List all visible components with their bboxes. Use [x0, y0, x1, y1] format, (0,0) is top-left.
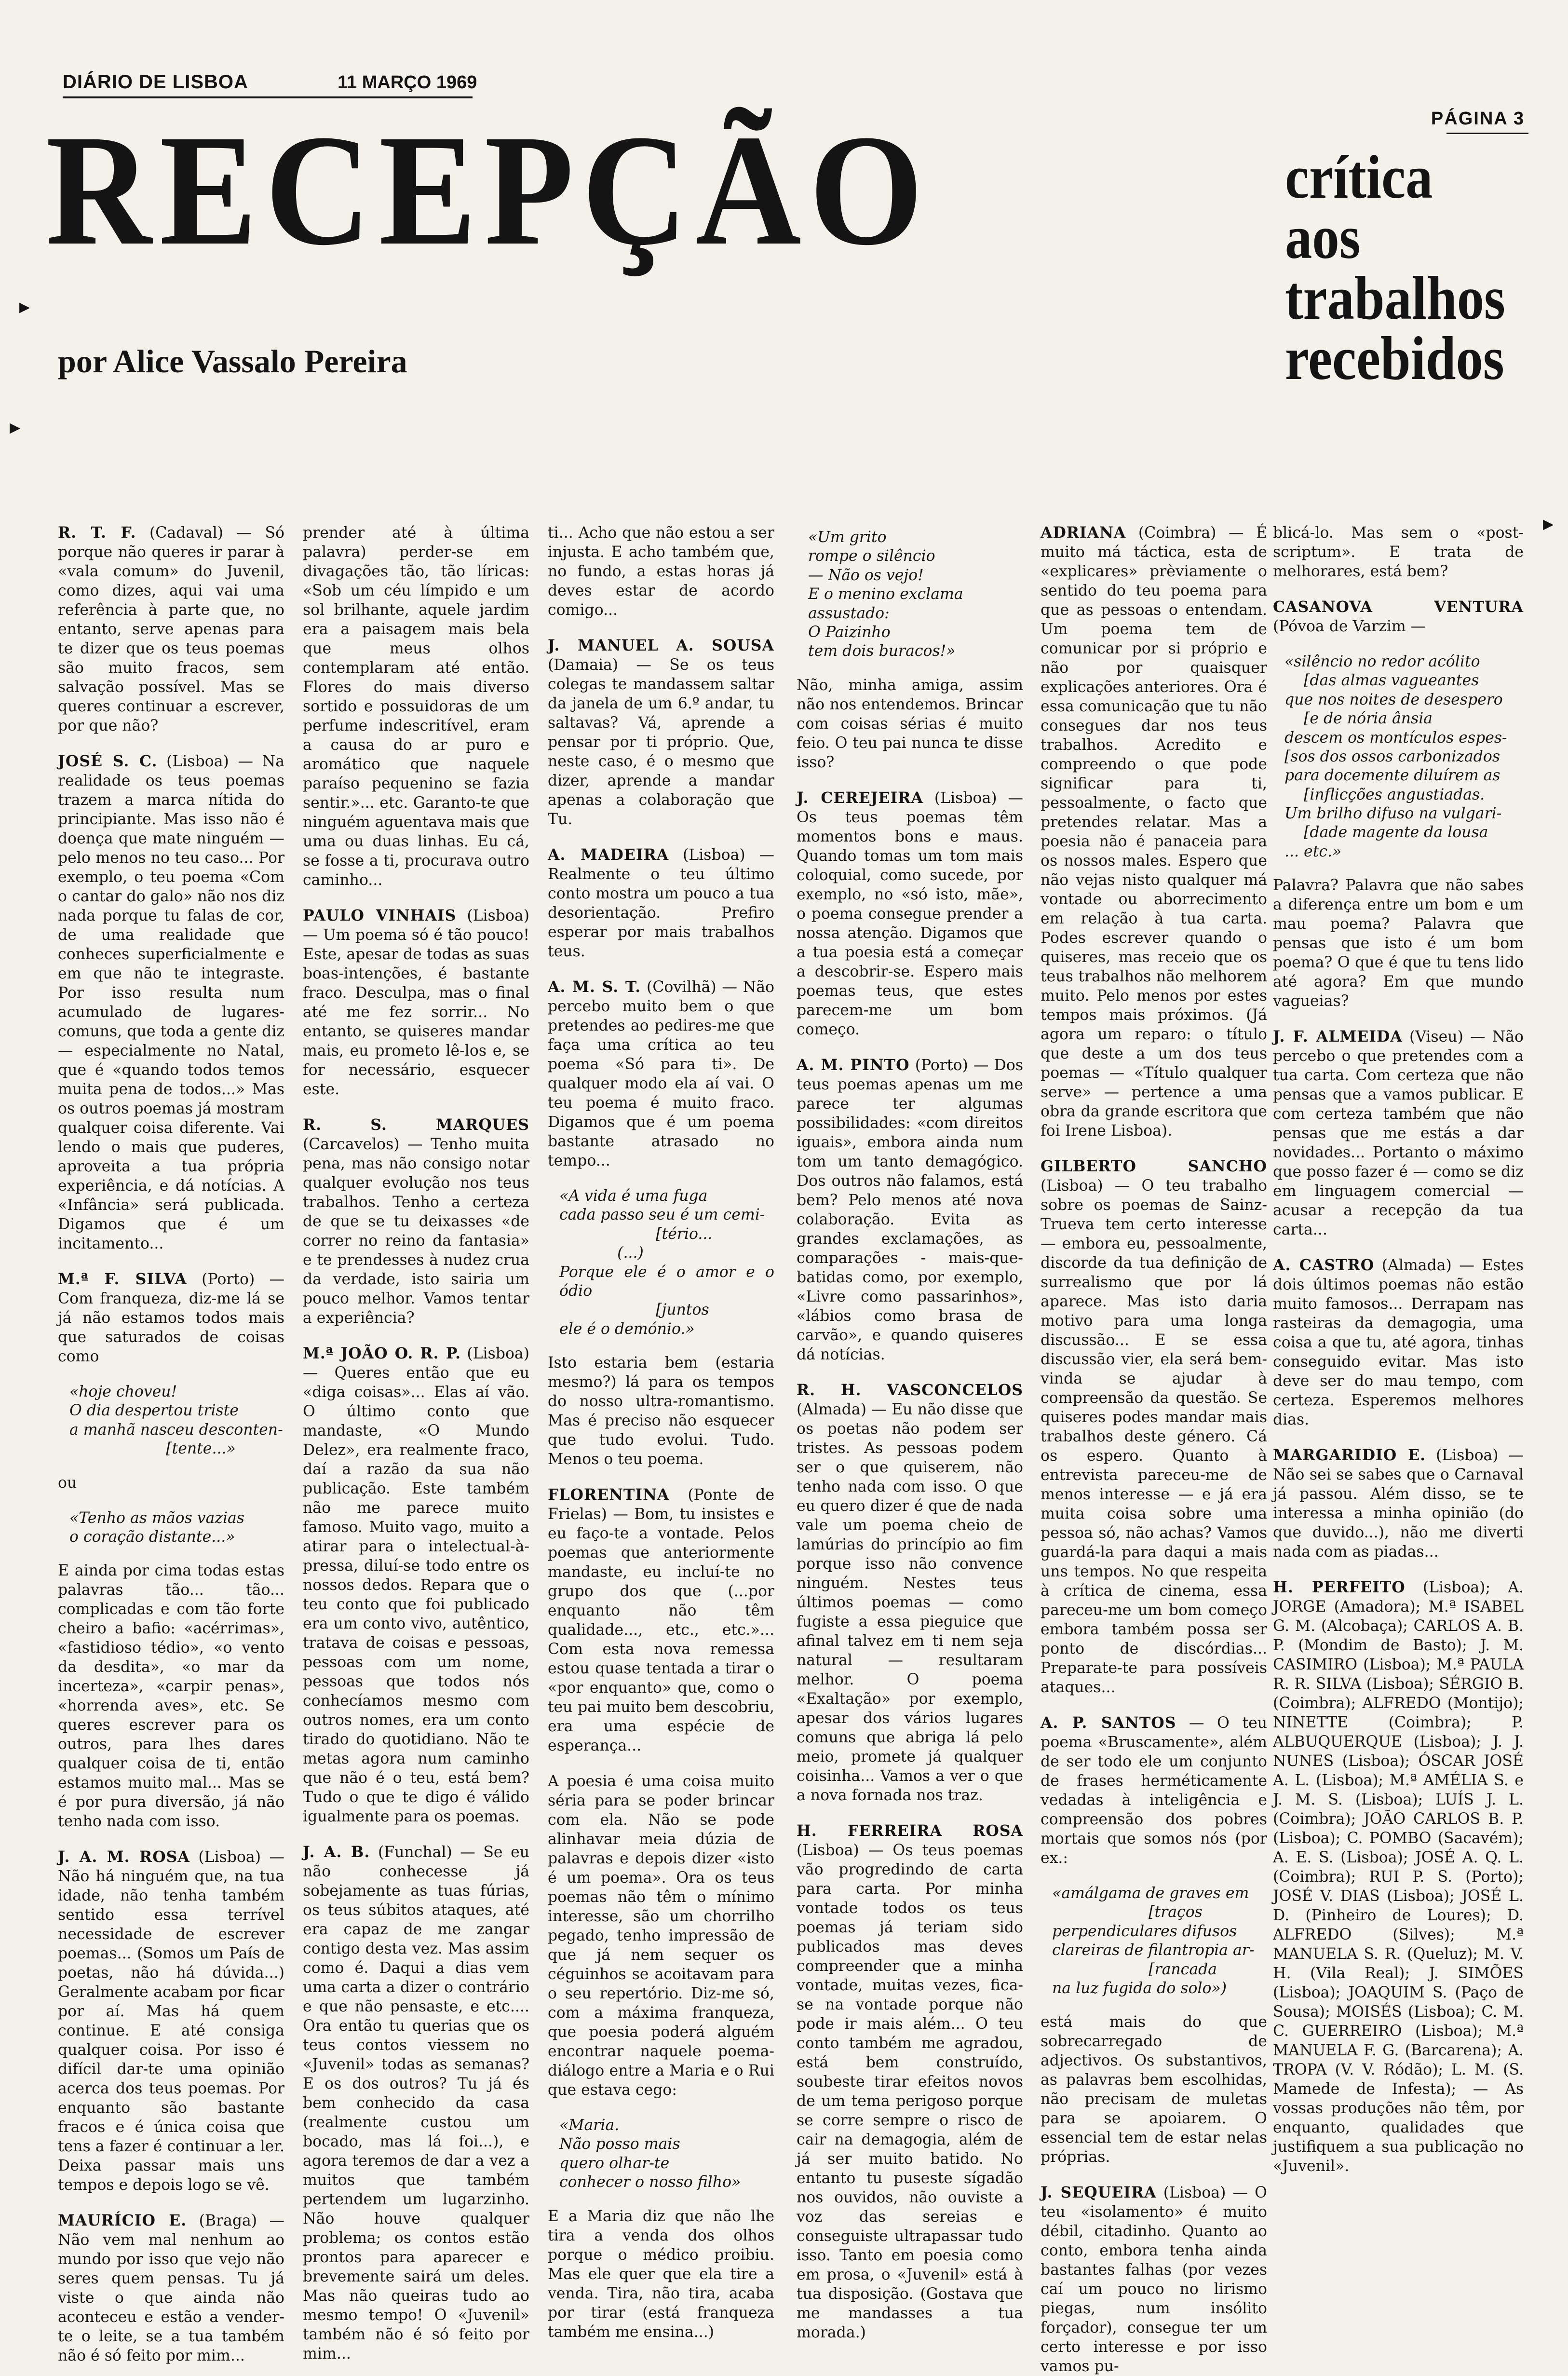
poem-line: quero olhar-te — [559, 2154, 670, 2172]
reply-text: (Lisboa) — O teu trabalho sobre os poemas de Sainz-Trueva tem certo interesse — embora eu, pessoalmente, discorde da tua definição de surrealismo que por lá aparece. Mas isto daria motivo para uma longa discussão... E se essa discussão vier, ela será bem-vinda se ajudar à compreensão da questão. Se quiseres podes mandar mais trabalhos deste género. Cá os espero. Quanto à entrevista pareceu-me de menos interesse — e já era muita coisa sobre uma pessoa só, não achas? Vamos guardá-la para daqui a mais uns tempos. No que respeita à crítica de cinema, essa pareceu-me um bom começo embora também possa ser ponto de discórdias... Preparate-te para possíveis ataques... — [1041, 1177, 1267, 1696]
poem-line: [das almas vagueantes — [1284, 672, 1479, 690]
poem-line: [e de nória ânsia — [1284, 710, 1433, 728]
reply-paragraph — [58, 1270, 284, 1366]
subtitle-line: trabalhos — [1285, 263, 1505, 332]
poem-line: que nos noites de desespero — [1284, 691, 1503, 708]
column-6 — [1273, 523, 1524, 2187]
quoted-poem — [69, 1509, 284, 1547]
reply-paragraph — [303, 1115, 529, 1328]
poem-line: O Paizinho — [808, 623, 891, 641]
page-number: PÁGINA 3 — [1431, 109, 1525, 129]
correspondent-name: FLORENTINA — [548, 1486, 670, 1504]
reply-text: (Lisboa); A. JORGE (Amadora); M.ª ISABEL G. M. (Alcobaça); CARLOS A. B. P. (Mondim de Basto); J. M. CASIMIRO (Lisboa); M.ª PAULA R. R. SILVA (Lisboa); SÉRGIO B. (Coimbra); ALFREDO (Montijo); NINETTE (Coimbra); P. ALBUQUERQUE (Lisboa); J. J. NUNES (Lisboa); ÓSCAR JOSÉ A. L. (Lisboa); M.ª AMÉLIA S. e J. M. S. (Lisboa); LUÍS J. L. (Coimbra); JOÃO CARLOS B. P. (Lisboa); C. POMBO (Sacavém); A. E. S. (Lisboa); JOSÉ A. Q. L. (Coimbra); RUI P. S. (Porto); JOSÉ V. DIAS (Lisboa); JOSÉ L. D. (Pinheiro de Loures); D. ALFREDO (Silves); M.ª MANUELA S. R. (Queluz); M. V. H. (Vila Real); J. SIMÕES (Lisboa); JOAQUIM S. (Paço de Sousa); MOISÉS (Lisboa); C. M. C. GUERREIRO (Lisboa); M.ª MANUELA F. G. (Barcarena); A. TROPA (V. V. Ródão); L. M. (S. Mamede de Infesta); — As vossas produções não têm, por enquanto, qualidades que justifiquem a sua publicação no «Juvenil». — [1273, 1579, 1524, 2175]
reply-paragraph — [797, 788, 1023, 1039]
reply-text: Isto estaria bem (estaria mesmo?) lá para os tempos do nosso ultra-romantismo. Mas é preciso não esquecer que tudo evolui. Tudo. Menos o teu poema. — [548, 1354, 774, 1468]
reply-paragraph — [1273, 1256, 1524, 1429]
poem-line: Porque ele é o amor e o ódio — [559, 1263, 780, 1300]
correspondent-name: R. S. MARQUES — [303, 1116, 529, 1134]
correspondent-name: J. MANUEL A. SOUSA — [548, 637, 774, 654]
reply-paragraph — [1273, 876, 1524, 1011]
poem-line: [traços — [1052, 1903, 1203, 1921]
poem-line: perpendiculares difusos — [1052, 1922, 1237, 1940]
correspondent-name: J. F. ALMEIDA — [1273, 1028, 1403, 1046]
reply-text: (Lisboa) — Não há ninguém que, na tua idade, não tenha também sentido essa terrível necessidade de escrever poemas... (Somos um País de poetas, não há dúvida...) Geralmente acabam por ficar por aí. Mas há quem continue. E até consiga qualquer coisa. Por isso é difícil dar-te uma opinião acerca dos teus poemas. Por enquanto são bastante fracos e é única coisa que tens a fazer é continuar a ler. Deixa passar mais uns tempos e depois logo se vê. — [58, 1848, 285, 2194]
reply-text: (Lisboa) — Os teus poemas têm momentos bons e maus. Quando tomas um tom mais coloquial, como sucede, por exemplo, no «só isto, mãe», o poema consegue prender a nossa atenção. Digamos que a tua poesia está a começar a descobrir-se. Espero mais poemas teus, que estes parecem-me um bom começo. — [797, 789, 1023, 1038]
reply-paragraph — [548, 1485, 774, 1755]
correspondent-name: ADRIANA — [1041, 524, 1126, 542]
reply-paragraph — [58, 1561, 284, 1831]
poem-line: [tério... — [559, 1225, 713, 1243]
reply-paragraph — [303, 1344, 529, 1826]
quoted-poem — [808, 528, 1023, 661]
poem-line: o coração distante...» — [69, 1528, 235, 1546]
reply-text: ou — [58, 1474, 77, 1492]
poem-line: [sos dos ossos carbonizados — [1284, 747, 1500, 765]
quoted-poem — [69, 1383, 284, 1459]
reply-text: (Almada) — Estes dois últimos poemas não estão muito famosos... Derrapam nas rasteiras da demagogia, uma coisa a que tu, até agora, tinhas conseguido evitar. Mas isto deve ser do mau tempo, com certeza. Esperemos melhores dias. — [1273, 1257, 1524, 1429]
correspondent-name: H. PERFEITO — [1273, 1578, 1406, 1597]
margin-mark: ▸ — [1543, 511, 1554, 536]
column-5 — [1041, 523, 1267, 2376]
reply-paragraph — [548, 1353, 774, 1469]
poem-line: cada passo seu é um cemi- — [559, 1206, 765, 1224]
reply-text: (Braga) — Não vem mal nenhum ao mundo por isso que vejo não seres quem pensas. Tu já viste o que ainda não aconteceu e estão a vender-te o leite, se a tua também não é só feito por mim... — [58, 2212, 284, 2365]
poem-line: clareiras de filantropia ar- — [1052, 1942, 1255, 1959]
column-4 — [797, 523, 1023, 2341]
reply-text: (Lisboa) — Realmente o teu último conto mostra um pouco a tua desorientação. Prefiro esperar por mais trabalhos teus. — [548, 846, 774, 960]
correspondent-name: R. T. F. — [58, 524, 136, 542]
poem-line: assustado: — [808, 604, 890, 622]
reply-text: está mais do que sobrecarregado de adjectivos. Os substantivos, as palavras bem escolhidas, não precisam de muletas para se apoiarem. O essencial tem de estar nelas próprias. — [1041, 2013, 1267, 2166]
poem-line: [inflicções angustiadas. — [1284, 786, 1485, 803]
poem-line: — Não os vejo! — [808, 566, 924, 584]
reply-text: E a Maria diz que não lhe tira a venda dos olhos porque o médico proibiu. Mas ele quer que ela tire a venda. Tira, não tira, acaba por tirar (está franqueza também me ensina...) — [548, 2207, 774, 2341]
poem-line: descem os montículos espes- — [1284, 729, 1507, 747]
reply-text: (Funchal) — Se eu não conhecesse já sobejamente as tuas fúrias, os teus súbitos ataques, até era capaz de me zangar contigo desta vez. Mas assim como é. Daqui a dias vem uma carta a dizer o contrário e que não pensaste, e etc.... Ora então tu querias que os teus contos viessem no «Juvenil» todas as semanas? E os dos outros? Tu já és bem conhecido da casa (realmente custou um bocado, mas lá foi...), e agora teremos de dar a vez a muitos que também pertendem um lugarzinho. Não houve qualquer problema; os contos estão prontos para aparecer e brevemente sairá um deles. Mas não queiras tudo ao mesmo tempo! O «Juvenil» também não é só feito por mim... — [303, 1844, 530, 2362]
correspondent-name: J. A. M. ROSA — [58, 1848, 190, 1866]
margin-mark: ▸ — [19, 294, 30, 319]
correspondent-name: JOSÉ S. C. — [58, 752, 158, 770]
reply-paragraph — [1273, 597, 1524, 636]
poem-line: ele é o demónio.» — [559, 1320, 695, 1338]
reply-paragraph — [303, 523, 529, 890]
reply-paragraph — [58, 523, 284, 735]
correspondent-name: M.ª JOÃO O. R. P. — [303, 1344, 461, 1362]
correspondent-name: A. P. SANTOS — [1041, 1714, 1176, 1732]
margin-mark: ▸ — [10, 415, 21, 439]
masthead-rule — [63, 96, 473, 98]
correspondent-name: J. CEREJEIRA — [797, 788, 923, 807]
reply-text: (Coimbra) — É muito má táctica, esta de «explicares» prèviamente o sentido do teu poema para que as pessoas o entendam. Um poema tem de comunicar por si próprio e não por quaisquer explicações anteriores. Ora é essa comunicação que tu não consegues dar nos teus trabalhos. Acredito e compreendo o que pode significar para ti, pessoalmente, o facto que pretendes relatar. Mas a poesia não é panaceia para os nossos males. Espero que não vejas nisto qualquer má vontade ou aborrecimento em relação à tua carta. Podes escrever quando o quiseres, mas receio que os teus trabalhos não melhorem muito. Pelo menos por estes tempos mais próximos. (Já agora um reparo: o título que deste a um dos teus poemas — «Título qualquer serve» — pertence a uma obra da grande escritora que foi Irene Lisboa). — [1041, 524, 1267, 1140]
reply-paragraph — [548, 1772, 774, 2100]
correspondent-name: J. A. B. — [303, 1843, 370, 1861]
reply-text: (Lisboa) — Não sei se sabes que o Carnaval já passou. Além disso, se te interessa a minha opinião (do que duvido...), não me diverti nada com as piadas... — [1273, 1447, 1524, 1561]
reply-paragraph — [1273, 523, 1524, 581]
poem-line: «amálgama de graves em — [1052, 1885, 1249, 1902]
column-1 — [58, 523, 285, 2365]
subtitle-line: aos — [1285, 203, 1361, 272]
reply-text: (Lisboa) — Queres então que eu «diga coisas»... Elas aí vão. O último conto que mandaste, «O Mundo Delez», era realmente fraco, daí a razão da sua não publicação. Este também não me parece muito famoso. Muito vago, muito a atirar para o intelectual-à-pressa, diluí-se todo entre os nossos dedos. Repara que o teu conto que foi publicado era um conto vivo, autêntico, tratava de coisas e pessoas, pessoas com um nome, pessoas que todos nós conhecíamos mesmo com outros nomes, era um conto tirado do quotidiano. Não te metas agora num caminho que não é o teu, está bem? Tudo o que te digo é válido igualmente para os poemas. — [303, 1345, 529, 1825]
poem-line: [tente...» — [69, 1440, 236, 1458]
reply-text: (Ponte de Frielas) — Bom, tu insistes e eu faço-te a vontade. Pelos poemas que anteriormente mandaste, eu incluí-te no grupo dos que (...por enquanto não têm qualidade..., etc., etc.»... Com esta nova remessa estou quase tentada a tirar o «por enquanto» que, como o teu pai muito bem descobriu, era uma espécie de esperança... — [548, 1486, 774, 1754]
reply-text: — O teu poema «Bruscamente», além de ser todo ele um conjunto de frases herméticamente vedadas à inteligência e compreensão dos pobres mortais que somos nós (por ex.: — [1041, 1714, 1267, 1867]
poem-line: para docemente diluírem as — [1284, 767, 1500, 785]
poem-line: [juntos — [559, 1301, 709, 1319]
poem-line: [dade magente da lousa — [1284, 824, 1488, 842]
correspondent-name: CASANOVA VENTURA — [1273, 598, 1524, 616]
poem-line: tem dois buracos!» — [808, 642, 956, 660]
reply-text: (Almada) — Eu não disse que os poetas não podem ser tristes. As pessoas podem ser o que quiserem, não tenho nada com isso. O que eu quero dizer é que de nada vale um poema cheio de lamúrias do princípio ao fim porque isso não convence ninguém. Nestes teus últimos poemas — como fugiste a essa pieguice que afinal talvez em ti nem seja natural — resultaram melhor. O poema «Exaltação» por exemplo, apesar dos vários lugares comuns que abriga lá pelo meio, promete já qualquer coisinha... Vamos a ver o que a nova fornada nos traz. — [797, 1400, 1023, 1804]
poem-line: [rancada — [1052, 1960, 1217, 1978]
reply-paragraph — [58, 2211, 284, 2365]
correspondent-name: A. M. S. T. — [548, 978, 641, 996]
reply-paragraph — [548, 636, 774, 829]
column-3 — [548, 523, 780, 2341]
poem-line: «A vida é uma fuga — [559, 1187, 708, 1205]
correspondent-name: J. SEQUEIRA — [1041, 2184, 1157, 2202]
reply-paragraph — [58, 1847, 284, 2195]
reply-text: A poesia é uma coisa muito séria para se poder brincar com ela. Não se pode alinhavar meia dúzia de palavras e depois dizer «isto é um poema». Ora os teus poemas não têm o mínimo interesse, são um chorrilho pegado, tenho impressão de que já nem sequer os céguinhos se acoitavam para o seu repertório. Diz-me só, com a máxima franqueza, que poesia poderá alguém encontrar naquele poema-diálogo entre a Maria e o Rui que estava cego: — [548, 1773, 774, 2099]
section-title: RECEPÇÃO — [46, 102, 932, 278]
poem-line: «silêncio no redor acólito — [1284, 653, 1480, 670]
poem-line: E o menino exclama — [808, 585, 963, 603]
reply-text: E ainda por cima todas estas palavras tão... tão... complicadas e com tão forte cheiro a bafio: «acérrimas», «fastidioso tédio», «o vento da desdita», «o mar da incerteza», «carpir penas», «horrenda aves», etc. Se queres escrever para os outros, para lhes dares qualquer coisa de ti, então estamos muito mal... Mas se é por pura diversão, já não tenho nada com isso. — [58, 1562, 284, 1831]
reply-text: (Lisboa) — Na realidade os teus poemas trazem a marca nítida do principiante. Mas isso não é doença que mate ninguém — pelo menos no teu caso... Por exemplo, o teu poema «Com o cantar do galo» não nos diz nada porque tu falas de cor, de uma realidade que conheces superficialmente e em que não te integraste. Por isso resulta num acumulado de lugares-comuns, que toda a gente diz — especialmente no Natal, que é «quando todos temos muita pena de todos...» Mas os outros poemas já mostram qualquer coisa diferente. Vai lendo o mais que puderes, aproveita a tua própria experiência, e dá notícias. A «Infância» será publicada. Digamos que é um incitamento... — [58, 753, 284, 1252]
reply-paragraph — [1041, 1713, 1267, 1868]
subtitle-line: crítica — [1285, 143, 1433, 211]
reply-paragraph — [797, 1381, 1023, 1805]
reply-text: prender até à última palavra) perder-se em divagações tão, tão líricas: «Sob um céu límpido e um sol brilhante, aquele jardim era a paisagem mais bela que meus olhos contemplaram até então. Flores do mais diverso sortido e possuidoras de um perfume indescritível, eram a causa do ar puro e aromático que naquele paraíso pequenino se fazia sentir.»... etc. Garanto-te que ninguém aguentava mais que uma ou duas linhas. Eu cá, se fosse a ti, procurava outro caminho... — [303, 524, 529, 889]
quoted-poem — [1284, 652, 1524, 861]
reply-paragraph — [1273, 1578, 1524, 2176]
reply-text: Palavra? Palavra que não sabes a diferença entre um bom e um mau poema? Palavra que pensas que isto é um bom poema? O que é que tu tens lido até agora? Em que mundo vagueias? — [1273, 877, 1524, 1010]
reply-text: (Porto) — Com franqueza, diz-me lá se já não estamos todos mais que saturados de coisas como — [58, 1271, 285, 1365]
poem-line: «hoje choveu! — [69, 1383, 177, 1400]
poem-line: O dia despertou triste — [69, 1402, 239, 1420]
poem-line: Não posso mais — [559, 2135, 680, 2153]
quoted-poem — [559, 1187, 780, 1339]
reply-paragraph — [1273, 1027, 1524, 1239]
poem-line: «Maria. — [559, 2117, 620, 2134]
reply-paragraph — [797, 1056, 1023, 1364]
reply-paragraph — [58, 752, 284, 1253]
reply-paragraph — [548, 978, 774, 1170]
poem-line: ... etc.» — [1284, 842, 1342, 860]
reply-text: (Viseu) — Não percebo o que pretendes com a tua carta. Com certeza que não pensas que a vamos publicar. E com certeza também que não pensas que me estás a dar novidades... Portanto o máximo que posso fazer é — como se diz em linguagem comercial — acusar a recepção da tua carta... — [1273, 1028, 1524, 1239]
correspondent-name: H. FERREIRA ROSA — [797, 1821, 1023, 1840]
poem-line: conhecer o nosso filho» — [559, 2173, 741, 2191]
correspondent-name: A. M. PINTO — [797, 1056, 910, 1074]
correspondent-name: MAURÍCIO E. — [58, 2212, 187, 2230]
reply-text: blicá-lo. Mas sem o «post-scriptum». E trata de melhorares, está bem? — [1273, 524, 1524, 580]
reply-paragraph — [1041, 1157, 1267, 1697]
reply-paragraph — [548, 845, 774, 961]
reply-paragraph — [1041, 2012, 1267, 2167]
reply-text: (Porto) — Dos teus poemas apenas um me parece ter algumas possibilidades: «com direitos iguais», embora ainda num tom um tanto demagógico. Dos outros não falamos, está bem? Pelo menos até nova colaboração. Evita as grandes exclamações, as comparações - mais-que-batidas como, por exemplo, «Livre como passarinhos», «lábios como brasa de carvão», e quando quiseres dá notícias. — [797, 1056, 1023, 1363]
page-number-rule — [1446, 133, 1528, 134]
poem-line: (...) — [559, 1244, 644, 1262]
correspondent-name: PAULO VINHAIS — [303, 907, 457, 924]
reply-text: (Lisboa) — Um poema só é tão pouco! Este, apesar de todas as suas boas-intenções, é bastante fraco. Desculpa, mas o final até me fez sorrir... No entanto, se quiseres mandar mais, eu prometo lê-los e, se for necessário, esquecer este. — [303, 907, 530, 1098]
reply-paragraph — [303, 1843, 529, 2363]
correspondent-name: A. MADEIRA — [548, 846, 669, 864]
subtitle-line: recebidos — [1285, 324, 1504, 393]
column-2 — [303, 523, 530, 2362]
reply-paragraph — [548, 2207, 774, 2342]
issue-date: 11 MARÇO 1969 — [338, 72, 477, 93]
correspondent-name: M.ª F. SILVA — [58, 1270, 187, 1288]
poem-line: «Um grito — [808, 529, 887, 546]
poem-line: na luz fugida do solo») — [1052, 1979, 1227, 1997]
correspondent-name: A. CASTRO — [1273, 1256, 1375, 1275]
reply-text: Não, minha amiga, assim não nos entendemos. Brincar com coisas sérias é muito feio. O teu pai nunca te disse isso? — [797, 676, 1023, 771]
reply-paragraph — [1041, 2183, 1267, 2376]
reply-text: (Cadaval) — Só porque não queres ir parar à «vala comum» do Juvenil, como dizes, aqui vai uma referência à parte que, no entanto, serve apenas para te dizer que os teus poemas são muito fracos, sem salvação possível. Mas se queres continuar a escrever, por que não? — [58, 524, 284, 734]
reply-text: (Póvoa de Varzim — — [1273, 618, 1426, 635]
reply-paragraph — [303, 906, 529, 1099]
poem-line: rompe o silêncio — [808, 547, 935, 565]
reply-paragraph — [797, 676, 1023, 772]
poem-line: Um brilho difuso na vulgari- — [1284, 805, 1502, 822]
reply-paragraph — [1041, 523, 1267, 1140]
reply-text: (Lisboa) — O teu «isolamento» é muito débil, citadinho. Quanto ao conto, embora tenha ainda bastantes falhas (por vezes caí um pouco no lirismo piegas, num insólito forçador), consegue ter um certo interesse e por isso vamos pu- — [1041, 2184, 1267, 2376]
reply-paragraph — [797, 1821, 1023, 2342]
reply-paragraph — [1273, 1446, 1524, 1561]
reply-text: ti... Acho que não estou a ser injusta. E acho também que, no fundo, a estas horas já deves estar de acordo comigo... — [548, 524, 774, 619]
correspondent-name: R. H. VASCONCELOS — [797, 1381, 1023, 1399]
reply-paragraph — [548, 523, 774, 620]
correspondent-name: MARGARIDIO E. — [1273, 1446, 1426, 1465]
newspaper-name: DIÁRIO DE LISBOA — [63, 71, 248, 93]
subtitle — [1285, 143, 1506, 393]
reply-text: (Lisboa) — Os teus poemas vão progredindo de carta para carta. Por minha vontade todos os teus poemas já teriam sido publicados mas deves compreender que a minha vontade, muitas vezes, fica-se na vontade porque não pode ir mais além... O teu conto também me agradou, está bem construído, soubeste tirar efeitos novos de um tema perigoso porque se corre sempre o risco de cair na demagogia, além de já ser muito batido. No entanto tu puseste sígadão nos ouvidos, não ouviste a voz das sereias e conseguiste ultrapassar tudo isso. Tanto em poesia como em prosa, o «Juvenil» está à tua disposição. (Gostava que me mandasses a tua morada.) — [797, 1841, 1023, 2341]
reply-paragraph — [58, 1473, 284, 1493]
poem-line: a manhã nasceu desconten- — [69, 1421, 283, 1439]
reply-text: (Covilhã) — Não percebo muito bem o que pretendes ao pedires-me que faça uma crítica ao teu poema «Só para ti». De qualquer modo ela aí vai. O teu poema é muito fraco. Digamos que é um poema bastante atrasado no tempo... — [548, 978, 774, 1169]
reply-text: (Damaia) — Se os teus colegas te mandassem saltar da janela de um 6.º andar, tu saltavas? Vá, aprende a pensar por ti próprio. Que, neste caso, é o mesmo que dizer, aprende a mandar apenas a colaboração que Tu. — [548, 656, 774, 828]
byline: por Alice Vassalo Pereira — [58, 343, 407, 380]
poem-line: «Tenho as mãos vazias — [69, 1509, 244, 1527]
quoted-poem — [1052, 1884, 1267, 1998]
reply-text: (Carcavelos) — Tenho muita pena, mas não consigo notar qualquer evolução nos teus trabalhos. Tenho a certeza de que se tu deixasses «de correr no reino da fantasia» e te prendesses à nudez crua da verdade, isto sairia um pouco melhor. Vamos tentar a experiência? — [303, 1136, 529, 1327]
quoted-poem — [559, 2116, 774, 2192]
correspondent-name: GILBERTO SANCHO — [1041, 1157, 1267, 1175]
